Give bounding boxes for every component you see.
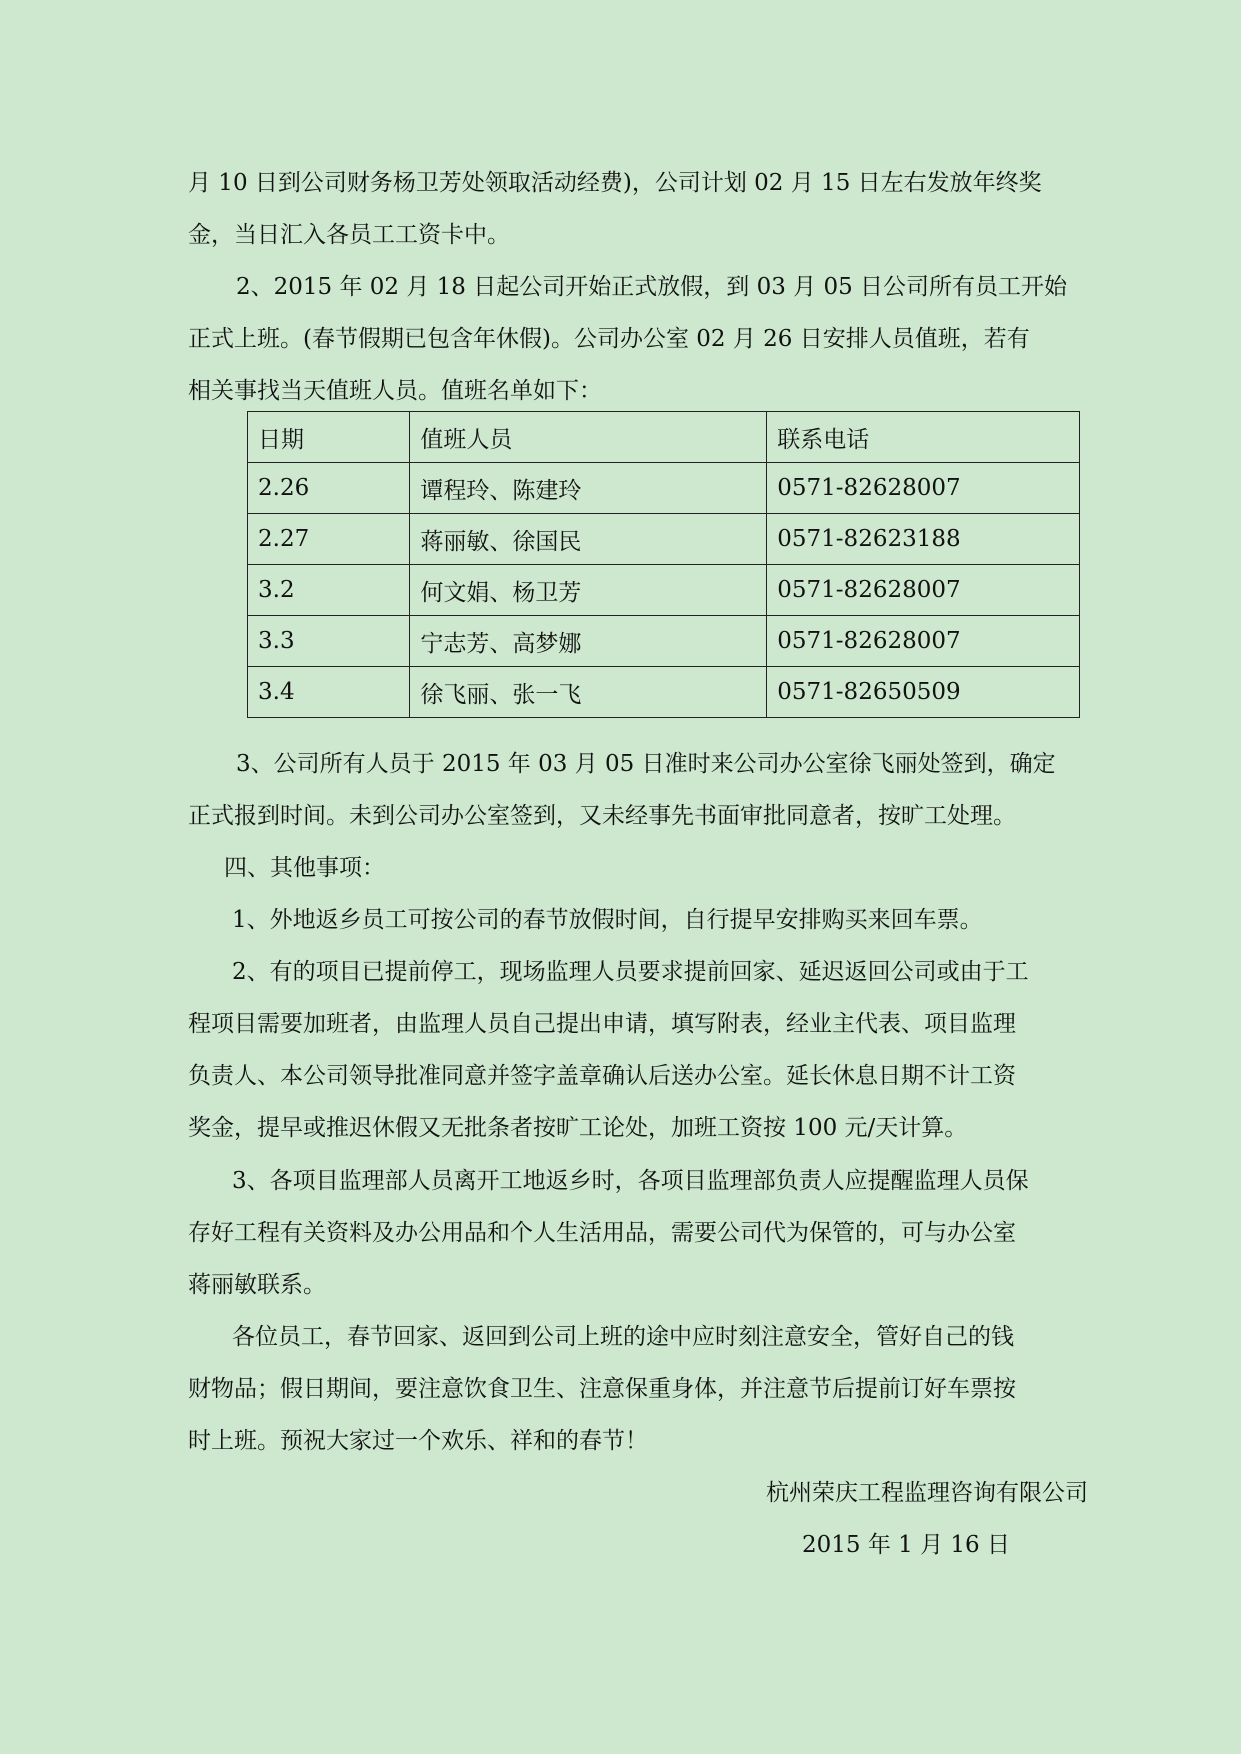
paragraph-line: 相关事找当天值班人员。值班名单如下：: [188, 378, 602, 404]
header-date: 日期: [248, 412, 410, 463]
cell-staff: 徐飞丽、张一飞: [410, 667, 767, 718]
paragraph-line: 3、公司所有人员于 2015 年 03 月 05 日准时来公司办公室徐飞丽处签到，确定: [236, 751, 1056, 777]
cell-staff: 宁志芳、高梦娜: [410, 616, 767, 667]
table-row: [248, 514, 1080, 565]
paragraph-line: 时上班。预祝大家过一个欢乐、祥和的春节！: [188, 1428, 648, 1454]
paragraph-line: 蒋丽敏联系。: [188, 1272, 326, 1298]
cell-date: 3.2: [248, 565, 410, 616]
signature-date: 2015 年 1 月 16 日: [802, 1532, 1010, 1558]
paragraph-line: 金，当日汇入各员工工资卡中。: [188, 222, 510, 248]
paragraph-line: 正式上班。(春节假期已包含年休假)。公司办公室 02 月 26 日安排人员值班，若有: [188, 326, 1030, 352]
header-staff: 值班人员: [410, 412, 767, 463]
table-row: [248, 667, 1080, 718]
section-heading: 四、其他事项：: [224, 855, 385, 881]
paragraph-line: 3、各项目监理部人员离开工地返乡时，各项目监理部负责人应提醒监理人员保: [232, 1168, 1029, 1194]
cell-phone: 0571-82650509: [767, 667, 1080, 718]
table-row: [248, 565, 1080, 616]
cell-date: 2.26: [248, 463, 410, 514]
paragraph-line: 财物品；假日期间，要注意饮食卫生、注意保重身体，并注意节后提前订好车票按: [188, 1376, 1016, 1402]
paragraph-line: 月 10 日到公司财务杨卫芳处领取活动经费)，公司计划 02 月 15 日左右发放年终奖: [188, 170, 1042, 196]
cell-date: 3.3: [248, 616, 410, 667]
cell-phone: 0571-82628007: [767, 565, 1080, 616]
cell-staff: 蒋丽敏、徐国民: [410, 514, 767, 565]
table-row: [248, 463, 1080, 514]
paragraph-line: 存好工程有关资料及办公用品和个人生活用品，需要公司代为保管的，可与办公室: [188, 1220, 1016, 1246]
paragraph-line: 1、外地返乡员工可按公司的春节放假时间，自行提早安排购买来回车票。: [232, 907, 983, 933]
cell-staff: 何文娟、杨卫芳: [410, 565, 767, 616]
header-phone: 联系电话: [767, 412, 1080, 463]
table-header-row: [248, 412, 1080, 463]
duty-schedule-table: [247, 411, 1080, 718]
paragraph-line: 负责人、本公司领导批准同意并签字盖章确认后送办公室。延长休息日期不计工资: [188, 1063, 1016, 1089]
cell-staff: 谭程玲、陈建玲: [410, 463, 767, 514]
paragraph-line: 正式报到时间。未到公司办公室签到，又未经事先书面审批同意者，按旷工处理。: [188, 803, 1016, 829]
paragraph-line: 2、2015 年 02 月 18 日起公司开始正式放假，到 03 月 05 日公司所有员工开始: [236, 274, 1068, 300]
paragraph-line: 各位员工，春节回家、返回到公司上班的途中应时刻注意安全，管好自己的钱: [232, 1324, 1014, 1350]
paragraph-line: 2、有的项目已提前停工，现场监理人员要求提前回家、延迟返回公司或由于工: [232, 959, 1029, 985]
cell-date: 2.27: [248, 514, 410, 565]
signature-company: 杭州荣庆工程监理咨询有限公司: [766, 1480, 1088, 1506]
cell-phone: 0571-82623188: [767, 514, 1080, 565]
paragraph-line: 奖金，提早或推迟休假又无批条者按旷工论处，加班工资按 100 元/天计算。: [188, 1115, 968, 1141]
cell-phone: 0571-82628007: [767, 463, 1080, 514]
table-row: [248, 616, 1080, 667]
paragraph-line: 程项目需要加班者，由监理人员自己提出申请，填写附表，经业主代表、项目监理: [188, 1011, 1016, 1037]
cell-date: 3.4: [248, 667, 410, 718]
cell-phone: 0571-82628007: [767, 616, 1080, 667]
